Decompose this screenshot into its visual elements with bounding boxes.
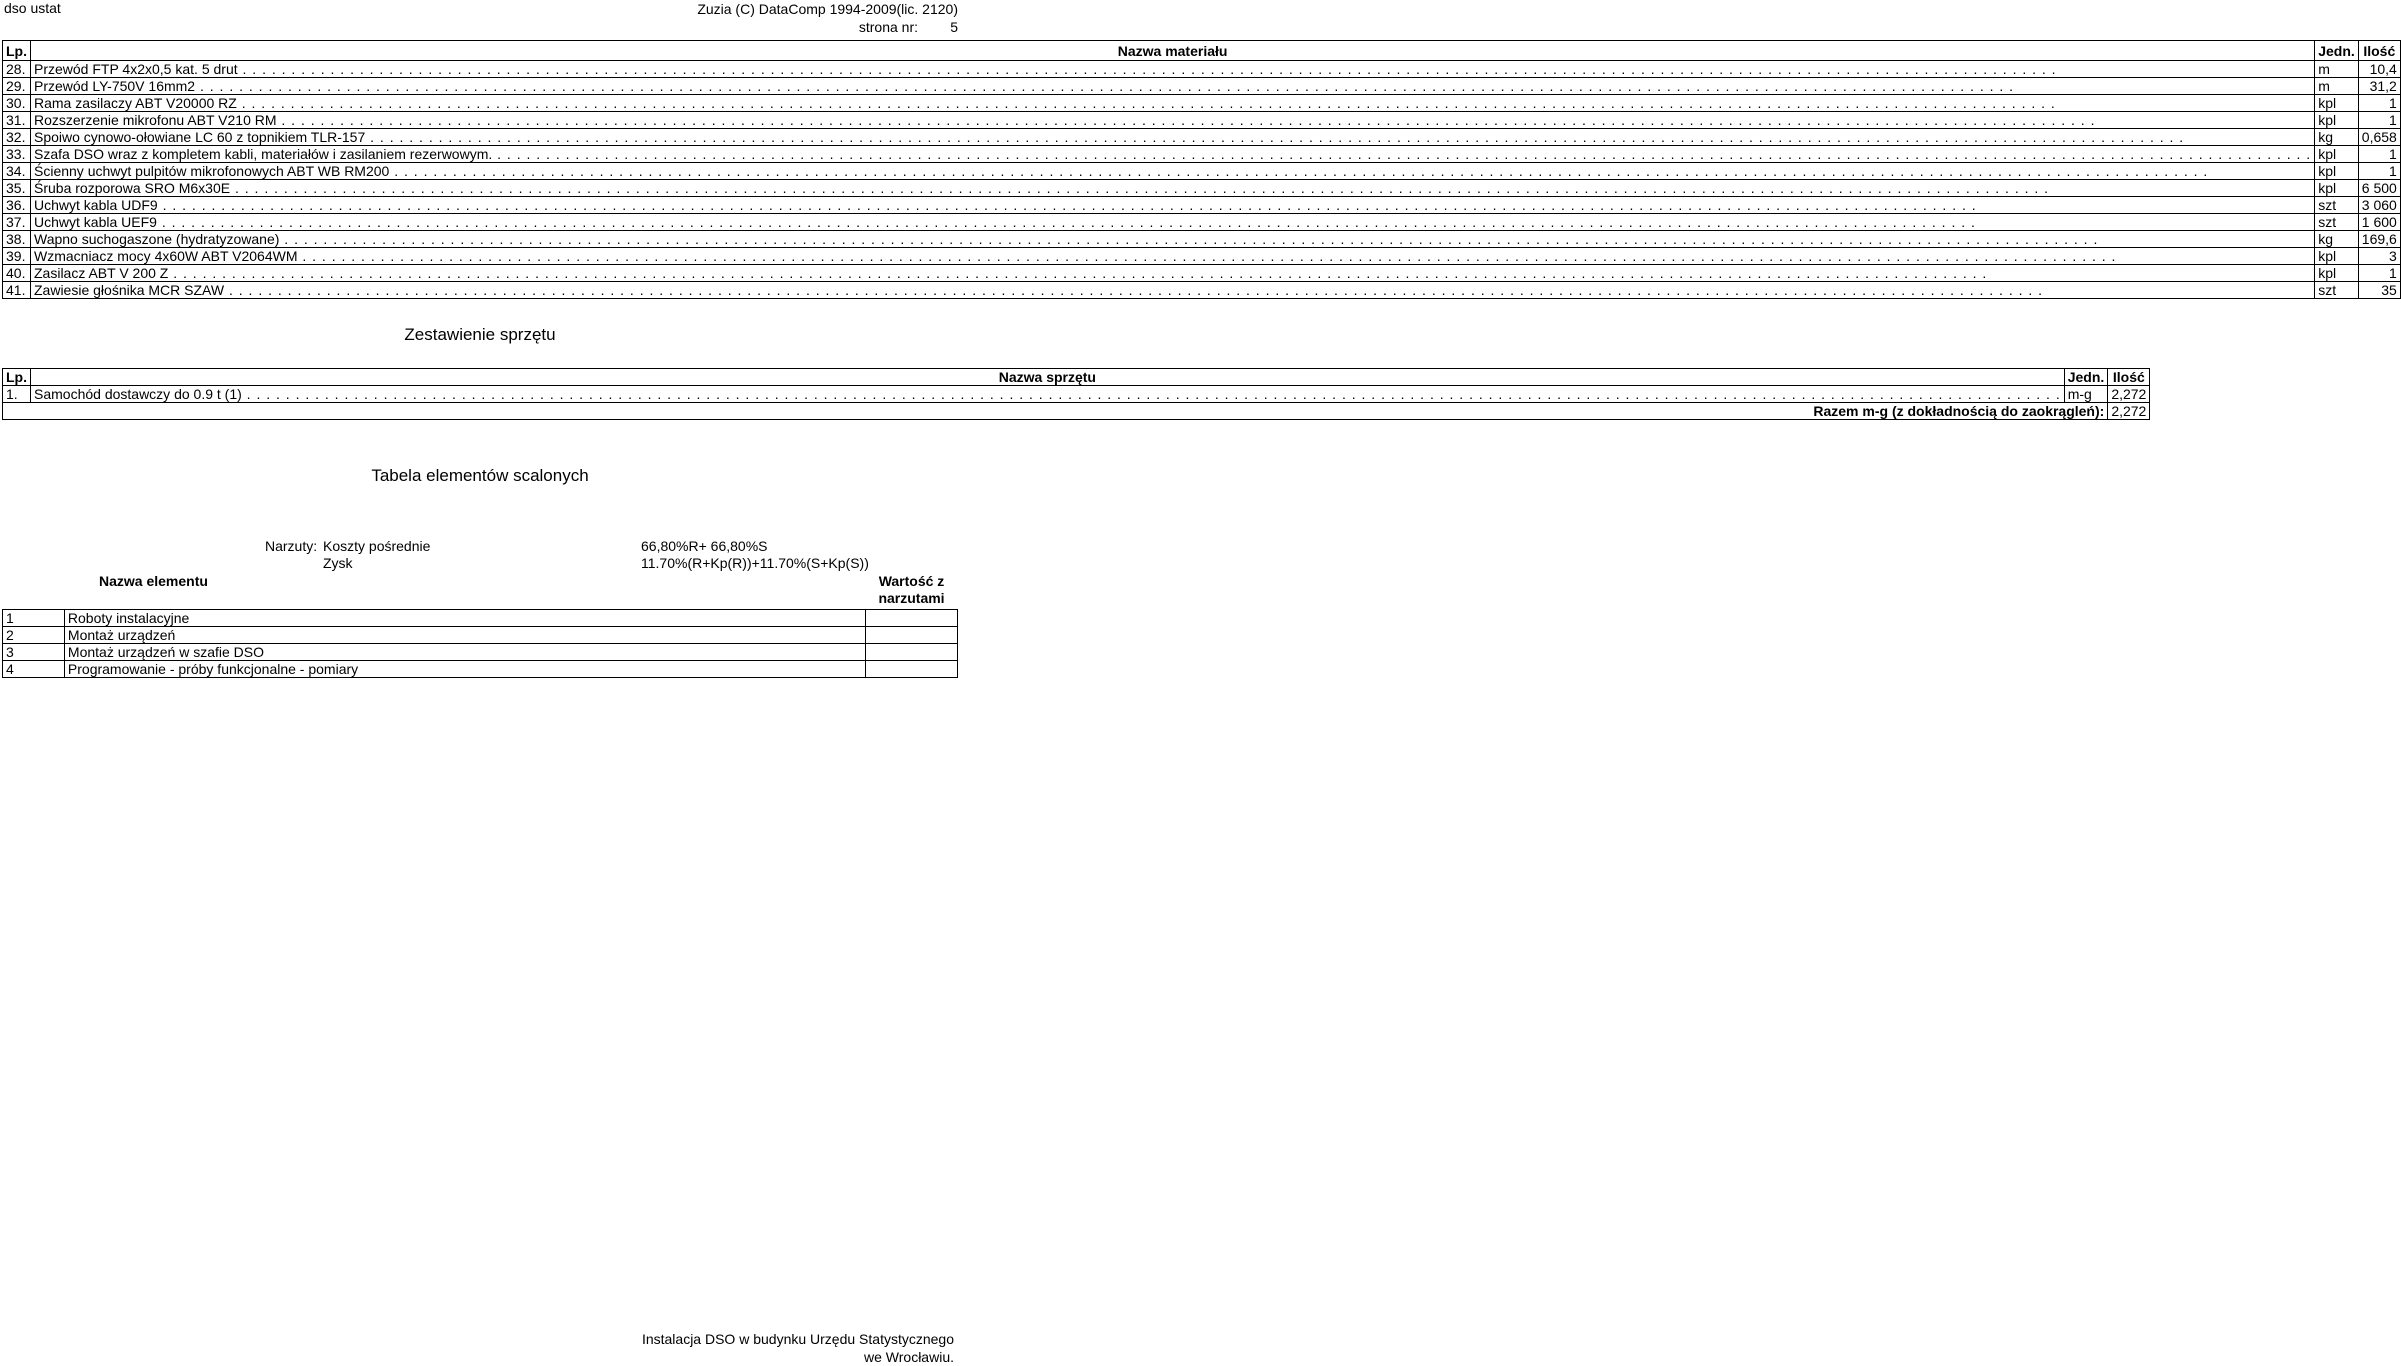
markup-name: Koszty pośrednie: [323, 538, 431, 554]
elements-title: Tabela elementów scalonych: [371, 466, 589, 485]
row-name: Montaż urządzeń w szafie DSO: [64, 643, 865, 660]
row-lp: 37.: [3, 214, 31, 231]
row-no: 2: [3, 626, 65, 643]
row-qty: 0,658: [2358, 129, 2400, 146]
page-indicator: [697, 18, 958, 36]
equipment-body: [3, 386, 2150, 403]
row-lp: 34.: [3, 163, 31, 180]
table-row: [3, 78, 2401, 95]
equipment-total-row: [3, 403, 2150, 420]
table-row: [3, 282, 2401, 299]
table-row: [3, 626, 958, 643]
row-unit: kpl: [2315, 248, 2359, 265]
row-lp: 30.: [3, 95, 31, 112]
row-unit: kg: [2315, 129, 2359, 146]
page-label: strona nr:: [858, 19, 918, 35]
row-unit: m: [2315, 78, 2359, 95]
row-lp: 1.: [3, 386, 31, 403]
row-unit: kpl: [2315, 180, 2359, 197]
header-filename: dso ustat: [4, 0, 61, 16]
table-row: [3, 643, 958, 660]
markups-label: Narzuty:: [265, 538, 318, 554]
row-lp: 33.: [3, 146, 31, 163]
table-row: [3, 146, 2401, 163]
row-name-text: Uchwyt kabla UEF9 . . .: [34, 214, 2311, 230]
row-name-text: Samochód dostawczy do 0.9 t (1) . . .: [34, 386, 2061, 402]
col-lp: Lp.: [3, 369, 31, 386]
row-name-text: Szafa DSO wraz z kompletem kabli, materiałów i zasilaniem rezerwowym. . . .: [34, 146, 2311, 162]
col-qty: Ilość: [2108, 369, 2150, 386]
elements-body: [3, 609, 958, 677]
row-name-text: Zawiesie głośnika MCR SZAW . . .: [34, 282, 2311, 298]
total-label: Razem m-g (z dokładnością do zaokrągleń):: [3, 403, 2108, 420]
row-value: [866, 643, 958, 660]
table-row: [3, 129, 2401, 146]
markups: [265, 538, 869, 572]
col-element-name: Nazwa elementu: [98, 573, 208, 589]
row-qty: 1: [2358, 265, 2400, 282]
row-name-text: Ścienny uchwyt pulpitów mikrofonowych ABT WB RM200 . . .: [34, 163, 2311, 179]
row-name-text: Śruba rozporowa SRO M6x30E . . .: [34, 180, 2311, 196]
row-lp: 29.: [3, 78, 31, 95]
footer-line2: we Wrocławiu.: [864, 1349, 954, 1365]
row-value: [866, 660, 958, 677]
markup-row: [265, 555, 869, 572]
materials-header-row: [3, 41, 2401, 61]
row-value: [866, 609, 958, 626]
row-name: Roboty instalacyjne: [64, 609, 865, 626]
table-row: [3, 609, 958, 626]
markup-name: Zysk: [323, 555, 353, 571]
col-element-value: Wartość z narzutami: [878, 573, 945, 606]
table-row: [3, 112, 2401, 129]
row-unit: kpl: [2315, 265, 2359, 282]
table-row: [3, 265, 2401, 282]
row-lp: 36.: [3, 197, 31, 214]
table-row: [3, 386, 2150, 403]
table-row: [3, 197, 2401, 214]
markup-value: 11.70%(R+Kp(R))+11.70%(S+Kp(S)): [641, 555, 869, 571]
row-unit: kpl: [2315, 112, 2359, 129]
row-unit: kpl: [2315, 163, 2359, 180]
row-qty: 1 600: [2358, 214, 2400, 231]
row-name: [31, 231, 2315, 248]
header-software: Zuzia (C) DataComp 1994-2009(lic. 2120): [697, 1, 958, 17]
materials-table: [2, 40, 2401, 299]
row-name-text: Rozszerzenie mikrofonu ABT V210 RM . . .: [34, 112, 2311, 128]
row-lp: 41.: [3, 282, 31, 299]
row-name: [31, 78, 2315, 95]
table-row: [3, 214, 2401, 231]
footer: [642, 1330, 954, 1366]
equipment-header-row: [3, 369, 2150, 386]
row-value: [866, 626, 958, 643]
table-row: [3, 95, 2401, 112]
row-no: 1: [3, 609, 65, 626]
header-info: [697, 0, 958, 36]
row-qty: 2,272: [2108, 386, 2150, 403]
row-name-text: Zasilacz ABT V 200 Z . . .: [34, 265, 2311, 281]
row-name: Programowanie - próby funkcjonalne - pomiary: [64, 660, 865, 677]
row-name: [31, 248, 2315, 265]
col-equipment-name: Nazwa sprzętu: [31, 369, 2065, 386]
table-row: [3, 231, 2401, 248]
row-name-text: Rama zasilaczy ABT V20000 RZ . . .: [34, 95, 2311, 111]
row-name: [31, 180, 2315, 197]
row-lp: 28.: [3, 61, 31, 78]
table-row: [3, 248, 2401, 265]
table-row: [3, 163, 2401, 180]
row-name: [31, 163, 2315, 180]
col-qty: Ilość: [2358, 41, 2400, 61]
markup-row: [265, 538, 869, 555]
row-qty: 1: [2358, 95, 2400, 112]
col-material-name: Nazwa materiału: [31, 41, 2315, 61]
elements-header-row: [3, 573, 958, 609]
row-lp: 40.: [3, 265, 31, 282]
row-name: [31, 61, 2315, 78]
row-name: [31, 282, 2315, 299]
row-unit: kpl: [2315, 146, 2359, 163]
markup-value: 66,80%R+ 66,80%S: [641, 538, 768, 554]
row-lp: 35.: [3, 180, 31, 197]
row-qty: 3: [2358, 248, 2400, 265]
row-qty: 6 500: [2358, 180, 2400, 197]
row-qty: 1: [2358, 146, 2400, 163]
table-row: [3, 61, 2401, 78]
equipment-title: Zestawienie sprzętu: [404, 325, 556, 344]
row-qty: 169,6: [2358, 231, 2400, 248]
page-number: 5: [950, 19, 958, 35]
row-name: [31, 386, 2065, 403]
col-unit: Jedn.: [2064, 369, 2108, 386]
row-lp: 31.: [3, 112, 31, 129]
table-row: [3, 180, 2401, 197]
row-name: [31, 146, 2315, 163]
table-row: [3, 660, 958, 677]
elements-table: [2, 573, 958, 678]
row-name: [31, 265, 2315, 282]
row-name-text: Uchwyt kabla UDF9 . . .: [34, 197, 2311, 213]
materials-body: [3, 61, 2401, 299]
row-name: [31, 112, 2315, 129]
row-name-text: Wzmacniacz mocy 4x60W ABT V2064WM . . .: [34, 248, 2311, 264]
row-qty: 1: [2358, 112, 2400, 129]
row-unit: kpl: [2315, 95, 2359, 112]
row-name: [31, 129, 2315, 146]
row-lp: 39.: [3, 248, 31, 265]
col-unit: Jedn.: [2315, 41, 2359, 61]
row-qty: 3 060: [2358, 197, 2400, 214]
row-name-text: Spoiwo cynowo-ołowiane LC 60 z topnikiem TLR-157 . . .: [34, 129, 2311, 145]
row-name: Montaż urządzeń: [64, 626, 865, 643]
row-qty: 35: [2358, 282, 2400, 299]
row-unit: szt: [2315, 197, 2359, 214]
row-qty: 31,2: [2358, 78, 2400, 95]
row-unit: kg: [2315, 231, 2359, 248]
row-name: [31, 214, 2315, 231]
row-name-text: Przewód LY-750V 16mm2 . . .: [34, 78, 2311, 94]
row-name-text: Wapno suchogaszone (hydratyzowane) . . .: [34, 231, 2311, 247]
row-unit: szt: [2315, 282, 2359, 299]
row-unit: szt: [2315, 214, 2359, 231]
col-lp: Lp.: [3, 41, 31, 61]
footer-line1: Instalacja DSO w budynku Urzędu Statystycznego: [641, 1331, 954, 1347]
equipment-table: [2, 368, 2150, 420]
row-qty: 1: [2358, 163, 2400, 180]
row-unit: m-g: [2064, 386, 2108, 403]
total-value: 2,272: [2108, 403, 2150, 420]
row-lp: 32.: [3, 129, 31, 146]
row-name: [31, 197, 2315, 214]
row-no: 4: [3, 660, 65, 677]
row-qty: 10,4: [2358, 61, 2400, 78]
row-no: 3: [3, 643, 65, 660]
row-name-text: Przewód FTP 4x2x0,5 kat. 5 drut . . .: [34, 61, 2311, 77]
row-name: [31, 95, 2315, 112]
row-lp: 38.: [3, 231, 31, 248]
row-unit: m: [2315, 61, 2359, 78]
